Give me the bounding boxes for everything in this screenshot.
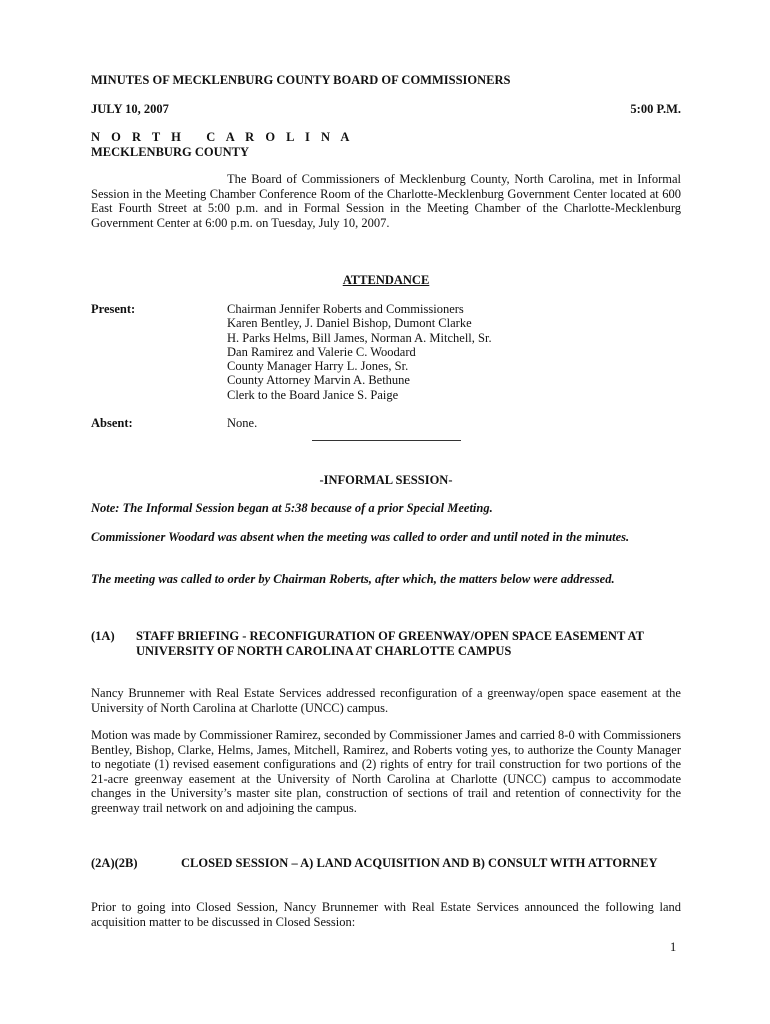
- item-2-title: CLOSED SESSION – A) LAND ACQUISITION AND B) CONSULT WITH ATTORNEY: [181, 856, 658, 870]
- meeting-time: 5:00 P.M.: [630, 102, 681, 116]
- attendance-heading: ATTENDANCE: [342, 273, 430, 287]
- item-2-paragraph-1: Prior to going into Closed Session, Nancy Brunnemer with Real Estate Services announced the following land acquisition matter to be discussed in Closed Session:: [91, 900, 681, 929]
- page-number: 1: [670, 940, 677, 954]
- informal-session-heading: -INFORMAL SESSION-: [319, 473, 453, 487]
- present-line: Dan Ramirez and Valerie C. Woodard: [227, 344, 416, 359]
- note-woodard-absent: Commissioner Woodard was absent when the meeting was called to order and until noted in the minutes.: [91, 530, 630, 544]
- note-start-time: Note: The Informal Session began at 5:38 because of a prior Special Meeting.: [91, 501, 493, 515]
- item-1a-title: STAFF BRIEFING - RECONFIGURATION OF GREENWAY/OPEN SPACE EASEMENT AT UNIVERSITY OF NORTH CAROLINA AT CHARLOTTE CAMPUS: [136, 629, 644, 658]
- present-label: Present:: [91, 302, 136, 316]
- intro-paragraph: The Board of Commissioners of Mecklenburg County, North Carolina, met in Informal Session in the Meeting Chamber Conference Room of the Charlotte-Mecklenburg Government Center located at 600 East Fourth Street at 5:00 p.m. and in Formal Session in the Meeting Chamber of the Charlotte-Mecklenburg Government Center at 6:00 p.m. on Tuesday, July 10, 2007.: [91, 172, 681, 230]
- note-call-to-order: The meeting was called to order by Chairman Roberts, after which, the matters below were addressed.: [91, 572, 615, 586]
- present-list: [227, 302, 647, 402]
- item-1a-motion-paragraph: Motion was made by Commissioner Ramirez, seconded by Commissioner James and carried 8-0 with Commissioners Bentley, Bishop, Clarke, Helms, James, Mitchell, Ramirez, and Roberts voting yes, to authorize the County Manager to negotiate (1) revised easement configurations and (2) rights of entry for trail construction for two portions of the 21-acre greenway easement at the University of North Carolina at Charlotte (UNCC) campus to accommodate changes in the University’s master site plan, construction of sections of trail and retention of connectivity for the greenway trail network on and adjoining the campus.: [91, 728, 681, 815]
- present-line: County Manager Harry L. Jones, Sr.: [227, 359, 409, 374]
- present-line: County Attorney Marvin A. Bethune: [227, 373, 410, 388]
- document-title: MINUTES OF MECKLENBURG COUNTY BOARD OF COMMISSIONERS: [91, 73, 511, 87]
- absent-value: None.: [227, 416, 258, 430]
- item-1a-paragraph-1: Nancy Brunnemer with Real Estate Services addressed reconfiguration of a greenway/open space easement at the University of North Carolina at Charlotte (UNCC) campus.: [91, 686, 681, 715]
- date-time-row: [91, 102, 681, 117]
- absent-label: Absent:: [91, 416, 133, 430]
- state-name: N O R T H C A R O L I N A: [91, 130, 354, 144]
- meeting-date: JULY 10, 2007: [91, 102, 169, 116]
- county-name: MECKLENBURG COUNTY: [91, 145, 249, 159]
- present-line: Karen Bentley, J. Daniel Bishop, Dumont Clarke: [227, 316, 472, 331]
- item-2-number: (2A)(2B): [91, 856, 138, 870]
- present-line: H. Parks Helms, Bill James, Norman A. Mitchell, Sr.: [227, 330, 492, 345]
- section-divider: [312, 440, 461, 441]
- present-line: Clerk to the Board Janice S. Paige: [227, 387, 399, 402]
- item-1a-number: (1A): [91, 629, 115, 643]
- present-line: Chairman Jennifer Roberts and Commissioners: [227, 302, 464, 316]
